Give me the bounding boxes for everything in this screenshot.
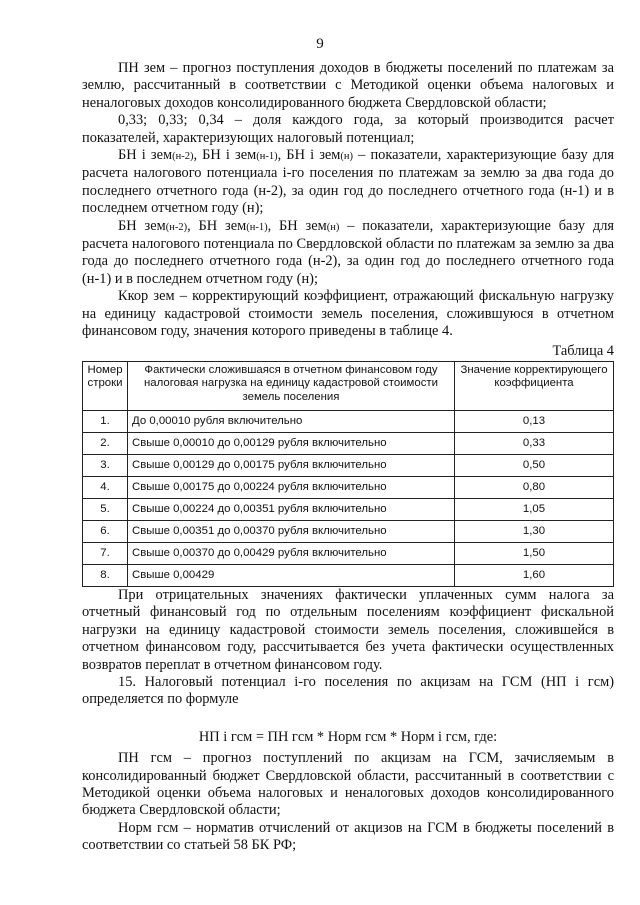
row-number: 4. (83, 476, 128, 498)
subscript: (н-1) (256, 151, 278, 163)
paragraph-pn-gsm: ПН гсм – прогноз поступлений по акцизам на ГСМ, зачисляемым в консолидированный бюджет Свердловской области, рассчитанный в соответствии с Методикой оценки объема налоговых и неналоговых доходов консолидированного бюджета Свердловской области; (82, 750, 614, 819)
paragraph-year-shares: 0,33; 0,33; 0,34 – доля каждого года, за который производится расчет показателей, характеризующих налоговый потенциал; (82, 112, 614, 146)
row-tax-load: Свыше 0,00351 до 0,00370 рубля включительно (128, 520, 455, 542)
row-coefficient: 1,50 (455, 542, 614, 564)
row-coefficient: 0,33 (455, 432, 614, 454)
paragraph-kkor-zem: Ккор зем – корректирующий коэффициент, отражающий фискальную нагрузку на единицу кадастровой стоимости земель поселения, сложившуюся в отчетном финансовом году, значения которого приведены в таблице 4. (82, 288, 614, 340)
subscript: (н-2) (165, 221, 188, 233)
table-row (83, 432, 614, 454)
bn-zem-term: , БН зем (267, 217, 327, 234)
row-number: 5. (83, 498, 128, 520)
table-header-row (83, 361, 614, 410)
table-row (83, 410, 614, 432)
page-number: 9 (316, 36, 324, 52)
table-row (83, 542, 614, 564)
coefficient-table (82, 361, 614, 587)
table-row (83, 498, 614, 520)
paragraph-norm-gsm: Норм гсм – норматив отчислений от акцизов на ГСМ в бюджеты поселений в соответствии со статьей 58 БК РФ; (82, 819, 614, 854)
row-coefficient: 1,30 (455, 520, 614, 542)
subscript: (н-2) (172, 151, 194, 163)
row-tax-load: До 0,00010 рубля включительно (128, 410, 455, 432)
header-coefficient: Значение корректирующего коэффициента (455, 361, 614, 410)
bn-zem-definition: – показатели, характеризующие базу для расчета налогового потенциала по Свердловской области по платежам за землю за два года до последнего отчетного года (н-2), за один год до последнего отчетного года (н-1) и в последнем отчетном году (н); (82, 217, 615, 287)
row-tax-load: Свыше 0,00429 (128, 564, 455, 586)
subscript: (н-1) (246, 221, 268, 233)
paragraph-negative-values: При отрицательных значениях фактически уплаченных сумм налога за отчетный финансовый год по отдельным поселениям коэффициент фискальной нагрузки на единицу кадастровой стоимости земель поселения, сложившейся в отчетном финансовом году, рассчитывается без учета фактически осуществленных возвратов переплат в отчетном финансовом году. (82, 586, 614, 673)
subscript: (н) (340, 151, 354, 163)
table-row (83, 564, 614, 586)
row-number: 3. (83, 454, 128, 476)
header-tax-load: Фактически сложившаяся в отчетном финансовом году налоговая нагрузка на единицу кадастровой стоимости земель поселения (128, 361, 455, 410)
bn-i-zem-definition: – показатели, характеризующие базу для расчета налогового потенциала i-го поселения по платежам за землю за два года до последнего отчетного года (н-2), за один год до последнего отчетного года (н-1) и в последнем отчетном году (н); (82, 147, 614, 217)
formula-np-gsm: НП i гсм = ПН гсм * Норм гсм * Норм i гсм, где: (198, 728, 498, 745)
row-coefficient: 0,13 (455, 410, 614, 432)
paragraph-item-15: 15. Налоговый потенциал i-го поселения по акцизам на ГСМ (НП i гсм) определяется по формуле (82, 673, 614, 708)
table-caption: Таблица 4 (552, 342, 614, 359)
row-number: 7. (83, 542, 128, 564)
row-number: 8. (83, 564, 128, 586)
table-row (83, 520, 614, 542)
row-number: 6. (83, 520, 128, 542)
bn-i-zem-term: , БН i зем (193, 147, 257, 164)
row-coefficient: 0,50 (455, 454, 614, 476)
table-row (83, 454, 614, 476)
paragraph-pn-zem: ПН зем – прогноз поступления доходов в бюджеты поселений по платежам за землю, рассчитанный в соответствии с Методикой оценки объема налоговых и неналоговых доходов консолидированного бюджета Свердловской области; (82, 60, 614, 111)
subscript: (н) (326, 221, 340, 233)
row-coefficient: 1,60 (455, 564, 614, 586)
row-coefficient: 1,05 (455, 498, 614, 520)
bn-zem-term: , БН зем (187, 217, 247, 234)
paragraph-bn-i-zem (82, 147, 614, 218)
bn-zem-term: БН зем (118, 217, 166, 234)
table-row (83, 476, 614, 498)
row-number: 1. (83, 410, 128, 432)
paragraph-bn-zem (82, 218, 614, 289)
row-number: 2. (83, 432, 128, 454)
row-coefficient: 0,80 (455, 476, 614, 498)
row-tax-load: Свыше 0,00175 до 0,00224 рубля включительно (128, 476, 455, 498)
header-row-number: Номер строки (83, 361, 128, 410)
row-tax-load: Свыше 0,00129 до 0,00175 рубля включительно (128, 454, 455, 476)
bn-i-zem-term: БН i зем (118, 147, 173, 164)
bn-i-zem-term: , БН i зем (277, 147, 341, 164)
row-tax-load: Свыше 0,00224 до 0,00351 рубля включительно (128, 498, 455, 520)
document-body (82, 60, 614, 855)
row-tax-load: Свыше 0,00010 до 0,00129 рубля включительно (128, 432, 455, 454)
row-tax-load: Свыше 0,00370 до 0,00429 рубля включительно (128, 542, 455, 564)
